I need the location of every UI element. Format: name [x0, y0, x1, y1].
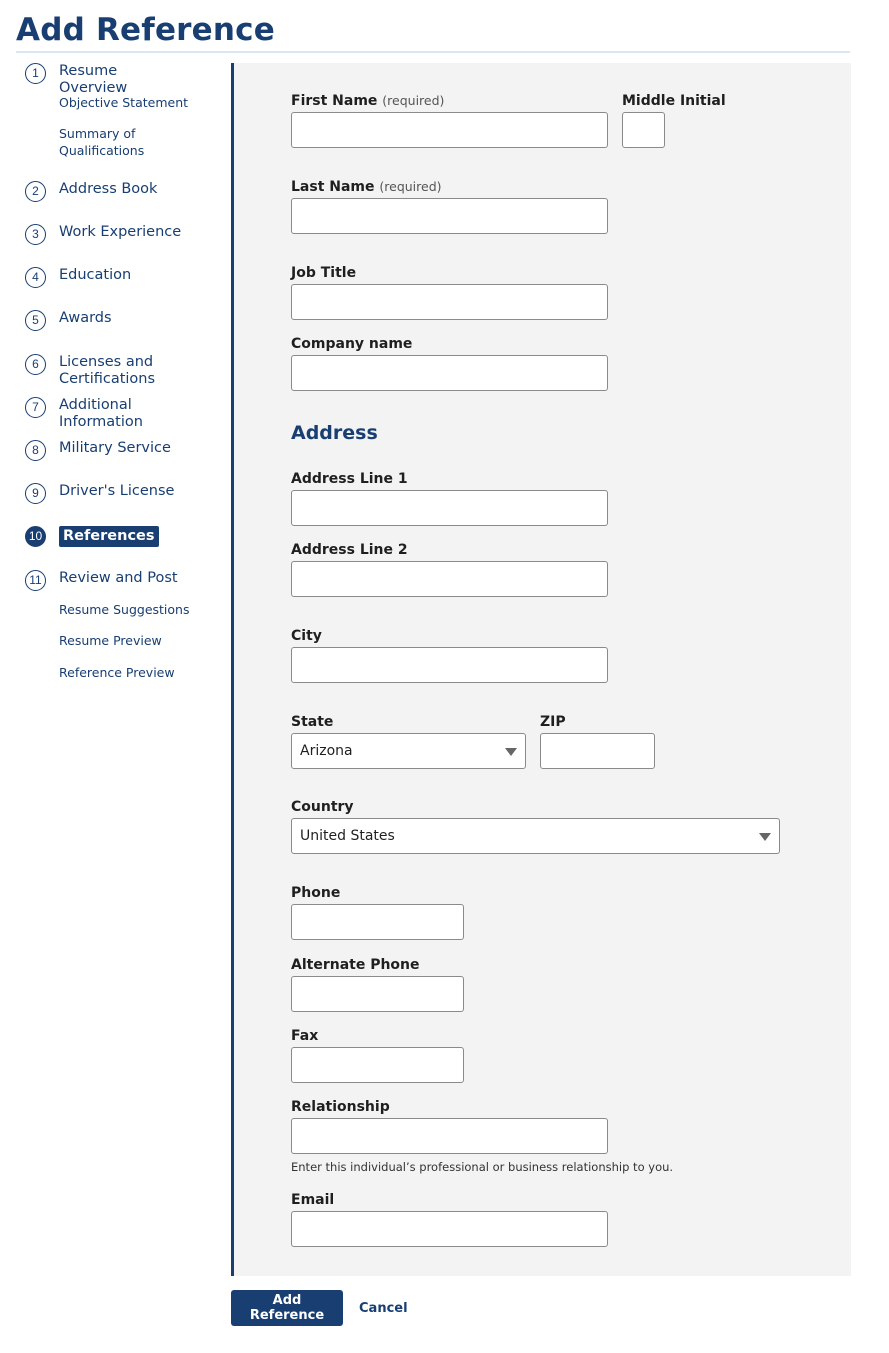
step-number: 8 [25, 440, 46, 461]
zip-input[interactable] [540, 733, 655, 769]
sidebar-item-label: Driver's License [59, 483, 175, 499]
sidebar-item-work-experience[interactable] [25, 224, 189, 245]
cancel-link[interactable]: Cancel [359, 1301, 408, 1316]
city-label: City [291, 628, 322, 644]
relationship-input[interactable] [291, 1118, 608, 1154]
sidebar-item-label: Education [59, 267, 132, 283]
first-name-label [291, 93, 444, 109]
sidebar-item-licenses-certifications[interactable] [25, 354, 169, 388]
sidebar-item-label: Work Experience [59, 224, 182, 240]
step-number: 5 [25, 310, 46, 331]
sidebar-item-awards[interactable] [25, 310, 189, 331]
step-number: 11 [25, 570, 46, 591]
chevron-down-icon [759, 833, 771, 841]
sidebar-item-drivers-license[interactable] [25, 483, 189, 504]
sidebar-subitem-reference-preview[interactable]: Reference Preview [59, 665, 175, 680]
state-select-value: Arizona [300, 743, 353, 759]
job-title-input[interactable] [291, 284, 608, 320]
add-reference-button[interactable]: Add Reference [231, 1290, 343, 1326]
last-name-input[interactable] [291, 198, 608, 234]
address-section-heading: Address [291, 422, 378, 444]
sidebar-item-military-service[interactable] [25, 440, 189, 461]
alternate-phone-input[interactable] [291, 976, 464, 1012]
step-number: 1 [25, 63, 46, 84]
last-name-label [291, 179, 442, 195]
email-input[interactable] [291, 1211, 608, 1247]
step-number: 3 [25, 224, 46, 245]
middle-initial-input[interactable] [622, 112, 665, 148]
sidebar-item-label: References [59, 526, 159, 547]
first-name-label-text: First Name [291, 93, 378, 109]
fax-input[interactable] [291, 1047, 464, 1083]
country-select-value: United States [300, 828, 395, 844]
sidebar-item-label: Address Book [59, 181, 158, 197]
step-number: 9 [25, 483, 46, 504]
phone-input[interactable] [291, 904, 464, 940]
address-line-1-input[interactable] [291, 490, 608, 526]
address-line-2-input[interactable] [291, 561, 608, 597]
page-title: Add Reference [16, 12, 275, 48]
job-title-label: Job Title [291, 265, 357, 281]
address-line-2-label: Address Line 2 [291, 542, 408, 558]
step-number: 7 [25, 397, 46, 418]
sidebar-item-review-and-post[interactable] [25, 570, 189, 591]
chevron-down-icon [505, 748, 517, 756]
alternate-phone-label: Alternate Phone [291, 957, 420, 973]
sidebar-item-resume-overview[interactable] [25, 63, 189, 97]
state-label: State [291, 714, 334, 730]
sidebar-subitem-objective-statement[interactable]: Objective Statement [59, 95, 189, 110]
sidebar-item-label: Military Service [59, 440, 171, 456]
fax-label: Fax [291, 1028, 319, 1044]
email-label: Email [291, 1192, 335, 1208]
address-line-1-label: Address Line 1 [291, 471, 408, 487]
step-number: 6 [25, 354, 46, 375]
sidebar-item-education[interactable] [25, 267, 189, 288]
sidebar-item-label: Additional Information [59, 397, 143, 430]
step-number: 10 [25, 526, 46, 547]
required-note: (required) [382, 93, 445, 108]
relationship-hint: Enter this individual’s professional or business relationship to you. [291, 1160, 674, 1174]
sidebar-item-label: Review and Post [59, 570, 178, 586]
sidebar-item-address-book[interactable] [25, 181, 189, 202]
zip-label: ZIP [540, 714, 566, 730]
sidebar-item-additional-information[interactable] [25, 397, 159, 431]
phone-label: Phone [291, 885, 341, 901]
state-select[interactable] [291, 733, 526, 769]
sidebar-item-label: Licenses and Certifications [59, 354, 156, 387]
city-input[interactable] [291, 647, 608, 683]
sidebar-item-references[interactable] [25, 526, 159, 547]
sidebar-subitem-resume-preview[interactable]: Resume Preview [59, 633, 162, 648]
country-select[interactable] [291, 818, 780, 854]
sidebar-item-label: Resume Overview [59, 63, 128, 96]
first-name-input[interactable] [291, 112, 608, 148]
sidebar-subitem-summary-of-qualifications[interactable]: Summary of Qualifications [59, 126, 145, 158]
last-name-label-text: Last Name [291, 179, 375, 195]
sidebar-item-label: Awards [59, 310, 112, 326]
sidebar-subitem-resume-suggestions[interactable]: Resume Suggestions [59, 602, 190, 617]
sidebar-nav [0, 0, 230, 1353]
country-label: Country [291, 799, 354, 815]
middle-initial-label: Middle Initial [622, 93, 726, 109]
step-number: 4 [25, 267, 46, 288]
required-note: (required) [379, 179, 442, 194]
step-number: 2 [25, 181, 46, 202]
company-name-label: Company name [291, 336, 413, 352]
company-name-input[interactable] [291, 355, 608, 391]
relationship-label: Relationship [291, 1099, 390, 1115]
